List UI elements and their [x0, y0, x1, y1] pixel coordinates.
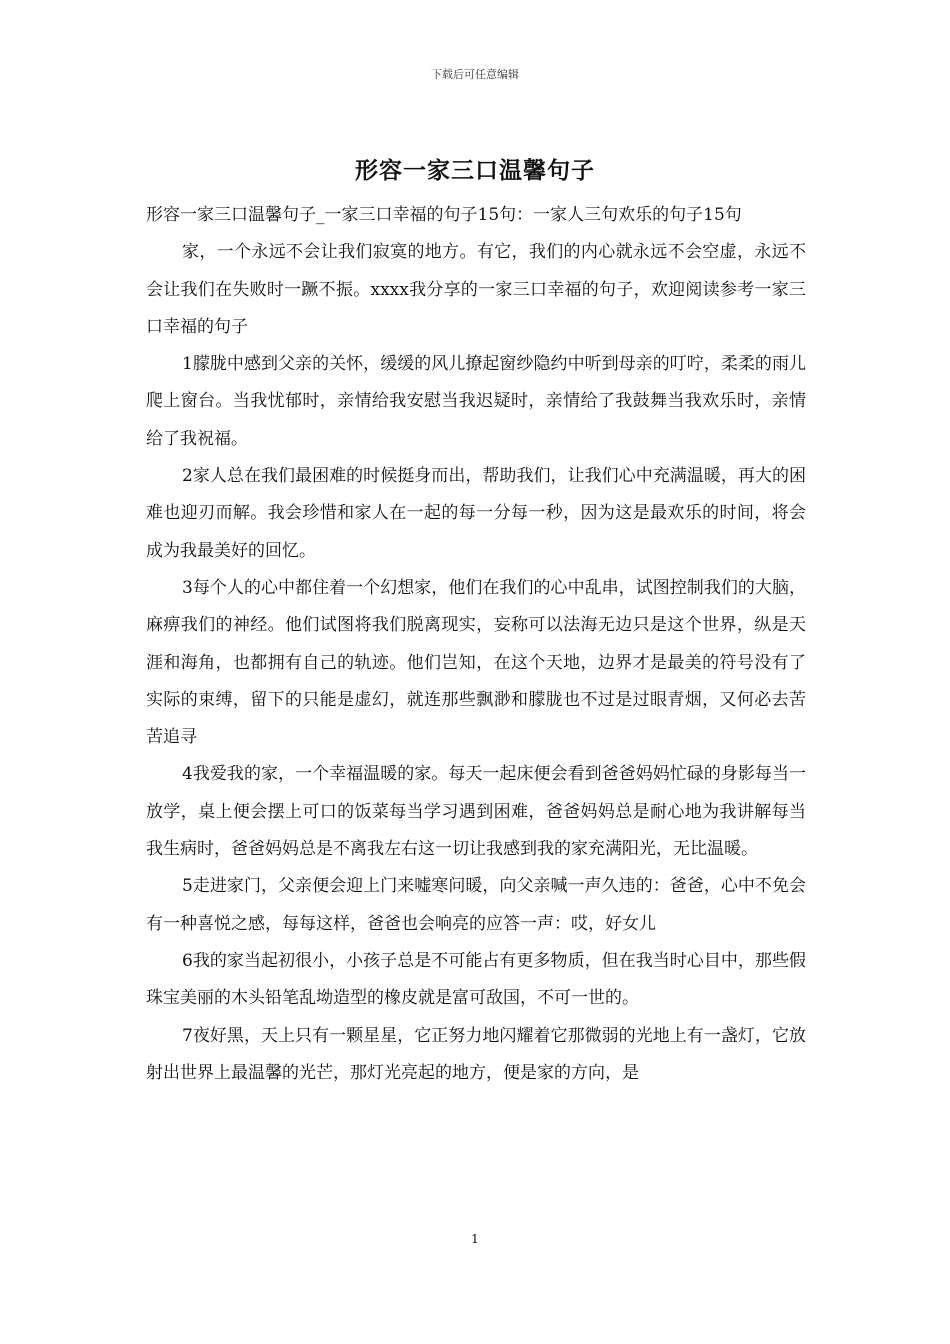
paragraph-item-4: 4我爱我的家，一个幸福温暖的家。每天一起床便会看到爸爸妈妈忙碌的身影每当一放学，桌上便会摆上可口的饭菜每当学习遇到困难，爸爸妈妈总是耐心地为我讲解每当我生病时，爸爸妈妈总是不离我左右这一切让我感到我的家充满阳光，无比温暖。: [146, 764, 806, 860]
paragraph-item-3: 3每个人的心中都住着一个幻想家，他们在我们的心中乱串，试图控制我们的大脑，麻痹我们的神经。他们试图将我们脱离现实，妄称可以法海无边只是这个世界，纵是天涯和海角，也都拥有自己的轨迹。他们岂知，在这个天地，边界才是最美的符号没有了实际的束缚，留下的只能是虚幻，就连那些飘渺和朦胧也不过是过眼青烟，又何必去苦苦追寻: [146, 577, 806, 748]
paragraph-item-5: 5走进家门，父亲便会迎上门来嘘寒问暖，向父亲喊一声久违的：爸爸，心中不免会有一种喜悦之感，每每这样，爸爸也会响亮的应答一声：哎，好女儿: [146, 876, 806, 934]
document-title: 形容一家三口温馨句子: [355, 157, 595, 184]
paragraph-intro: 家，一个永远不会让我们寂寞的地方。有它，我们的内心就永远不会空虚，永远不会让我们在失败时一蹶不振。xxxx我分享的一家三口幸福的句子，欢迎阅读参考一家三口幸福的句子: [146, 242, 806, 337]
document-subtitle: 形容一家三口温馨句子_一家三口幸福的句子15句：一家人三句欢乐的句子15句: [146, 205, 742, 225]
document-body: [146, 197, 806, 1092]
paragraph-item-1: 1朦胧中感到父亲的关怀，缓缓的风儿撩起窗纱隐约中听到母亲的叮咛，柔柔的雨儿爬上窗台。当我忧郁时，亲情给我安慰当我迟疑时，亲情给了我鼓舞当我欢乐时，亲情给了我祝福。: [146, 354, 806, 449]
paragraph-item-7: 7夜好黑，天上只有一颗星星，它正努力地闪耀着它那微弱的光地上有一盏灯，它放射出世界上最温馨的光芒，那灯光亮起的地方，便是家的方向，是: [146, 1025, 806, 1083]
page-number: 1: [471, 1232, 479, 1246]
paragraph-item-2: 2家人总在我们最困难的时候挺身而出，帮助我们，让我们心中充满温暖，再大的困难也迎刃而解。我会珍惜和家人在一起的每一分每一秒，因为这是最欢乐的时间，将会成为我最美好的回忆。: [146, 466, 806, 561]
paragraph-item-6: 6我的家当起初很小，小孩子总是不可能占有更多物质，但在我当时心目中，那些假珠宝美丽的木头铅笔乱坳造型的橡皮就是富可敌国，不可一世的。: [146, 950, 806, 1009]
page-header-note: 下载后可任意编辑: [431, 68, 519, 81]
